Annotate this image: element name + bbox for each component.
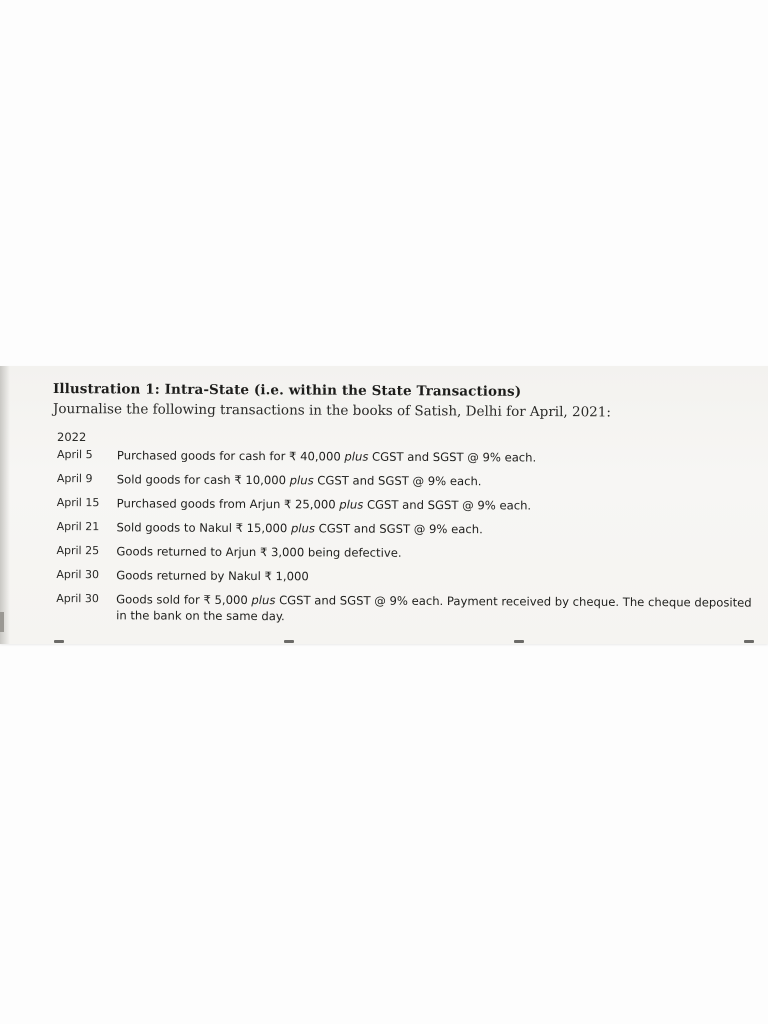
transaction-row — [56, 591, 761, 635]
transaction-row — [56, 543, 761, 571]
cut-off-glyph — [284, 640, 294, 643]
description-text: CGST and SGST @ 9% each. — [363, 497, 532, 513]
transaction-list — [56, 447, 762, 635]
transaction-description — [116, 567, 761, 586]
description-text: CGST and SGST @ 9% each. Payment received by cheque. The cheque deposited in the bank on the same day. — [116, 593, 752, 624]
transaction-date: April 5 — [56, 448, 93, 462]
transaction-date: April 9 — [56, 471, 93, 486]
transaction-date: April 21 — [56, 519, 100, 534]
description-text: Sold goods to Nakul ₹ 15,000 — [116, 520, 292, 536]
description-text: Purchased goods for cash for ₹ 40,000 — [116, 448, 345, 464]
illustration-instruction: Journalise the following transactions in the books of Satish, Delhi for April, 2021: — [52, 401, 611, 421]
paper-edge-mark — [0, 612, 4, 632]
paper-edge-shadow — [0, 366, 10, 644]
transaction-description — [117, 519, 762, 538]
transaction-description — [116, 543, 761, 562]
transaction-description — [117, 495, 762, 514]
transaction-row — [57, 447, 762, 475]
description-text: CGST and SGST @ 9% each. — [313, 473, 482, 489]
plus-word: plus — [339, 497, 364, 512]
transaction-row — [56, 567, 761, 595]
cut-off-glyph — [54, 640, 64, 643]
transaction-date: April 30 — [56, 567, 100, 582]
transaction-description — [117, 447, 762, 466]
transaction-row — [56, 519, 761, 547]
description-text: CGST and SGST @ 9% each. — [368, 449, 537, 465]
description-text: CGST and SGST @ 9% each. — [314, 521, 483, 537]
transaction-date: April 30 — [56, 591, 99, 606]
description-text: Goods sold for ₹ 5,000 — [116, 592, 252, 608]
transaction-date: April 15 — [56, 495, 100, 510]
plus-word: plus — [251, 593, 276, 608]
year-label: 2022 — [57, 430, 87, 444]
description-text: Goods returned to Arjun ₹ 3,000 being defective. — [116, 544, 402, 560]
transaction-row — [57, 495, 762, 523]
cut-off-next-line — [54, 640, 754, 644]
illustration-heading: Illustration 1: Intra-State (i.e. within the State Transactions) — [52, 381, 522, 400]
cut-off-glyph — [514, 640, 524, 643]
cut-off-glyph — [744, 640, 754, 643]
transaction-description — [117, 471, 762, 490]
description-text: Sold goods for cash ₹ 10,000 — [116, 472, 290, 488]
plus-word: plus — [344, 449, 369, 464]
description-text: Goods returned by Nakul ₹ 1,000 — [116, 568, 309, 584]
description-text: Purchased goods from Arjun ₹ 25,000 — [116, 496, 340, 512]
transaction-row — [57, 471, 762, 499]
plus-word: plus — [290, 521, 315, 536]
plus-word: plus — [289, 473, 314, 488]
transaction-date: April 25 — [56, 543, 100, 558]
transaction-description — [116, 591, 761, 626]
